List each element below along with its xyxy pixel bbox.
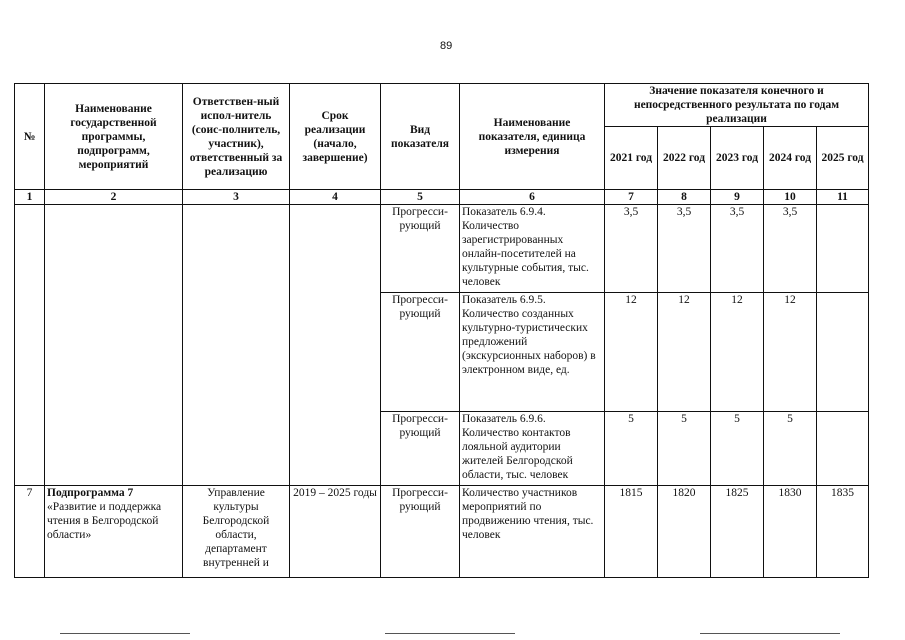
column-number: 1 xyxy=(15,190,45,205)
cell-value-2024: 5 xyxy=(764,412,817,486)
cell-value-2023: 12 xyxy=(711,293,764,412)
cell-program xyxy=(45,486,183,578)
cell-term: 2019 – 2025 годы xyxy=(290,486,381,578)
cell-indicator: Показатель 6.9.5. Количество созданных культурно-туристических предложений (экскурсионных наборов) в электронном виде, ед. xyxy=(460,293,605,412)
column-number: 3 xyxy=(183,190,290,205)
cell-no xyxy=(15,205,45,486)
scan-artifact-line xyxy=(385,633,515,634)
table-row xyxy=(15,486,869,578)
cell-program xyxy=(45,205,183,486)
cell-value-2025 xyxy=(817,205,869,293)
column-number: 4 xyxy=(290,190,381,205)
column-numbers-row xyxy=(15,190,869,205)
header-year-2023: 2023 год xyxy=(711,127,764,190)
cell-value-2021: 1815 xyxy=(605,486,658,578)
subprogram-name: «Развитие и поддержка чтения в Белгородской области» xyxy=(47,501,162,541)
cell-value-2023: 1825 xyxy=(711,486,764,578)
subprogram-title: Подпрограмма 7 xyxy=(47,487,134,499)
cell-indicator: Показатель 6.9.4. Количество зарегистрированных онлайн-посетителей на культурные события, тыс. человек xyxy=(460,205,605,293)
cell-indicator: Количество участников мероприятий по продвижению чтения, тыс. человек xyxy=(460,486,605,578)
cell-responsible: Управление культуры Белгородской области, департамент внутренней и xyxy=(183,486,290,578)
cell-kind: Прогресси-рующий xyxy=(381,412,460,486)
column-number: 7 xyxy=(605,190,658,205)
cell-value-2022: 3,5 xyxy=(658,205,711,293)
cell-value-2024: 1830 xyxy=(764,486,817,578)
cell-value-2024: 12 xyxy=(764,293,817,412)
column-number: 11 xyxy=(817,190,869,205)
column-number: 5 xyxy=(381,190,460,205)
column-number: 2 xyxy=(45,190,183,205)
header-kind: Вид показателя xyxy=(381,84,460,190)
cell-value-2025: 1835 xyxy=(817,486,869,578)
cell-value-2021: 5 xyxy=(605,412,658,486)
cell-kind: Прогресси-рующий xyxy=(381,205,460,293)
header-indicator: Наименование показателя, единица измерения xyxy=(460,84,605,190)
cell-value-2023: 5 xyxy=(711,412,764,486)
header-responsible: Ответствен-ный испол-нитель (соис-полнитель, участник), ответственный за реализацию xyxy=(183,84,290,190)
cell-responsible xyxy=(183,205,290,486)
cell-value-2024: 3,5 xyxy=(764,205,817,293)
header-no: № xyxy=(15,84,45,190)
table-row xyxy=(15,205,869,293)
header-year-2024: 2024 год xyxy=(764,127,817,190)
cell-value-2021: 12 xyxy=(605,293,658,412)
column-number: 10 xyxy=(764,190,817,205)
cell-kind: Прогресси-рующий xyxy=(381,293,460,412)
header-term: Срок реализации (начало, завершение) xyxy=(290,84,381,190)
cell-term xyxy=(290,205,381,486)
header-year-2025: 2025 год xyxy=(817,127,869,190)
program-table xyxy=(14,83,869,578)
header-values-group: Значение показателя конечного и непосредственного результата по годам реализации xyxy=(605,84,869,127)
cell-value-2023: 3,5 xyxy=(711,205,764,293)
cell-value-2025 xyxy=(817,293,869,412)
scan-artifact-line xyxy=(700,633,840,634)
page-number: 89 xyxy=(440,40,453,52)
column-number: 6 xyxy=(460,190,605,205)
header-year-2022: 2022 год xyxy=(658,127,711,190)
cell-value-2022: 1820 xyxy=(658,486,711,578)
cell-value-2025 xyxy=(817,412,869,486)
header-year-2021: 2021 год xyxy=(605,127,658,190)
cell-value-2022: 12 xyxy=(658,293,711,412)
column-number: 8 xyxy=(658,190,711,205)
cell-value-2021: 3,5 xyxy=(605,205,658,293)
cell-indicator: Показатель 6.9.6. Количество контактов лояльной аудитории жителей Белгородской области, тыс. человек xyxy=(460,412,605,486)
scan-artifact-line xyxy=(60,633,190,634)
cell-value-2022: 5 xyxy=(658,412,711,486)
column-number: 9 xyxy=(711,190,764,205)
cell-no: 7 xyxy=(15,486,45,578)
header-program: Наименование государственной программы, подпрограмм, мероприятий xyxy=(45,84,183,190)
cell-kind: Прогресси-рующий xyxy=(381,486,460,578)
